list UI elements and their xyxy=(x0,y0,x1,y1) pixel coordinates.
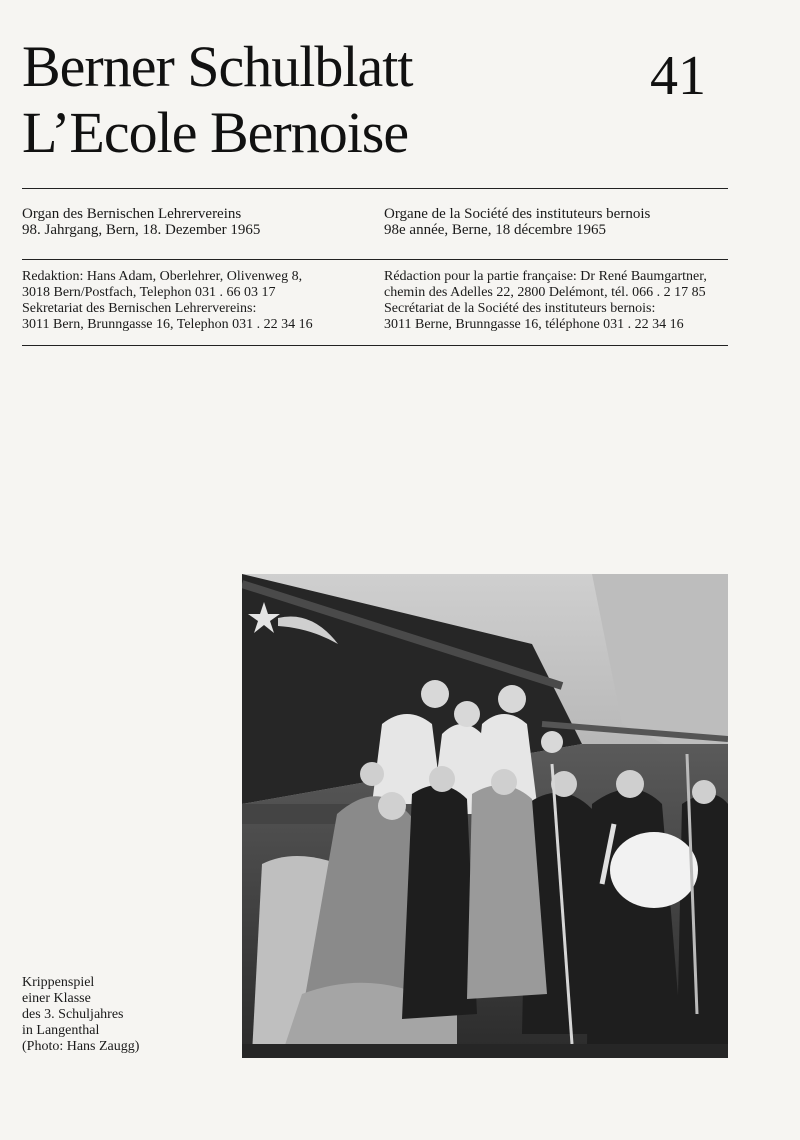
french-address-block xyxy=(384,269,734,333)
masthead-title-german: Berner Schulblatt xyxy=(22,34,413,99)
french-organ-name: Organe de la Société des instituteurs bernois xyxy=(384,206,651,222)
french-address-line: chemin des Adelles 22, 2800 Delémont, tél. 066 . 2 17 85 xyxy=(384,285,706,300)
german-organ-block xyxy=(22,206,372,238)
french-address-line: Rédaction pour la partie française: Dr René Baumgartner, xyxy=(384,269,707,284)
caption-line: (Photo: Hans Zaugg) xyxy=(22,1039,140,1054)
photo-illustration xyxy=(242,574,728,1058)
divider-top xyxy=(22,188,728,189)
german-address-block xyxy=(22,269,372,333)
caption-line: Krippenspiel xyxy=(22,975,95,990)
french-address-line: Secrétariat de la Société des instituteurs bernois: xyxy=(384,301,656,316)
sheepskin xyxy=(610,832,698,908)
photo-caption xyxy=(22,975,222,1055)
divider-bottom xyxy=(22,345,728,346)
german-address-line: 3018 Bern/Postfach, Telephon 031 . 66 03 17 xyxy=(22,285,276,300)
caption-line: in Langenthal xyxy=(22,1023,100,1038)
french-address-line: 3011 Berne, Brunngasse 16, téléphone 031 . 22 34 16 xyxy=(384,317,684,332)
masthead-title-french: L’Ecole Bernoise xyxy=(22,100,409,165)
german-address-line: Sekretariat des Bernischen Lehrervereins: xyxy=(22,301,257,316)
german-address-line: Redaktion: Hans Adam, Oberlehrer, Olivenweg 8, xyxy=(22,269,303,284)
french-organ-block xyxy=(384,206,734,238)
french-edition: 98e année, Berne, 18 décembre 1965 xyxy=(384,222,606,238)
german-organ-name: Organ des Bernischen Lehrervereins xyxy=(22,206,242,222)
caption-line: des 3. Schuljahres xyxy=(22,1007,124,1022)
issue-number: 41 xyxy=(650,45,706,107)
caption-line: einer Klasse xyxy=(22,991,91,1006)
masthead xyxy=(22,34,413,165)
german-edition: 98. Jahrgang, Bern, 18. Dezember 1965 xyxy=(22,222,261,238)
divider-middle xyxy=(22,259,728,260)
nativity-play-photo xyxy=(242,574,728,1058)
german-address-line: 3011 Bern, Brunngasse 16, Telephon 031 . 22 34 16 xyxy=(22,317,313,332)
